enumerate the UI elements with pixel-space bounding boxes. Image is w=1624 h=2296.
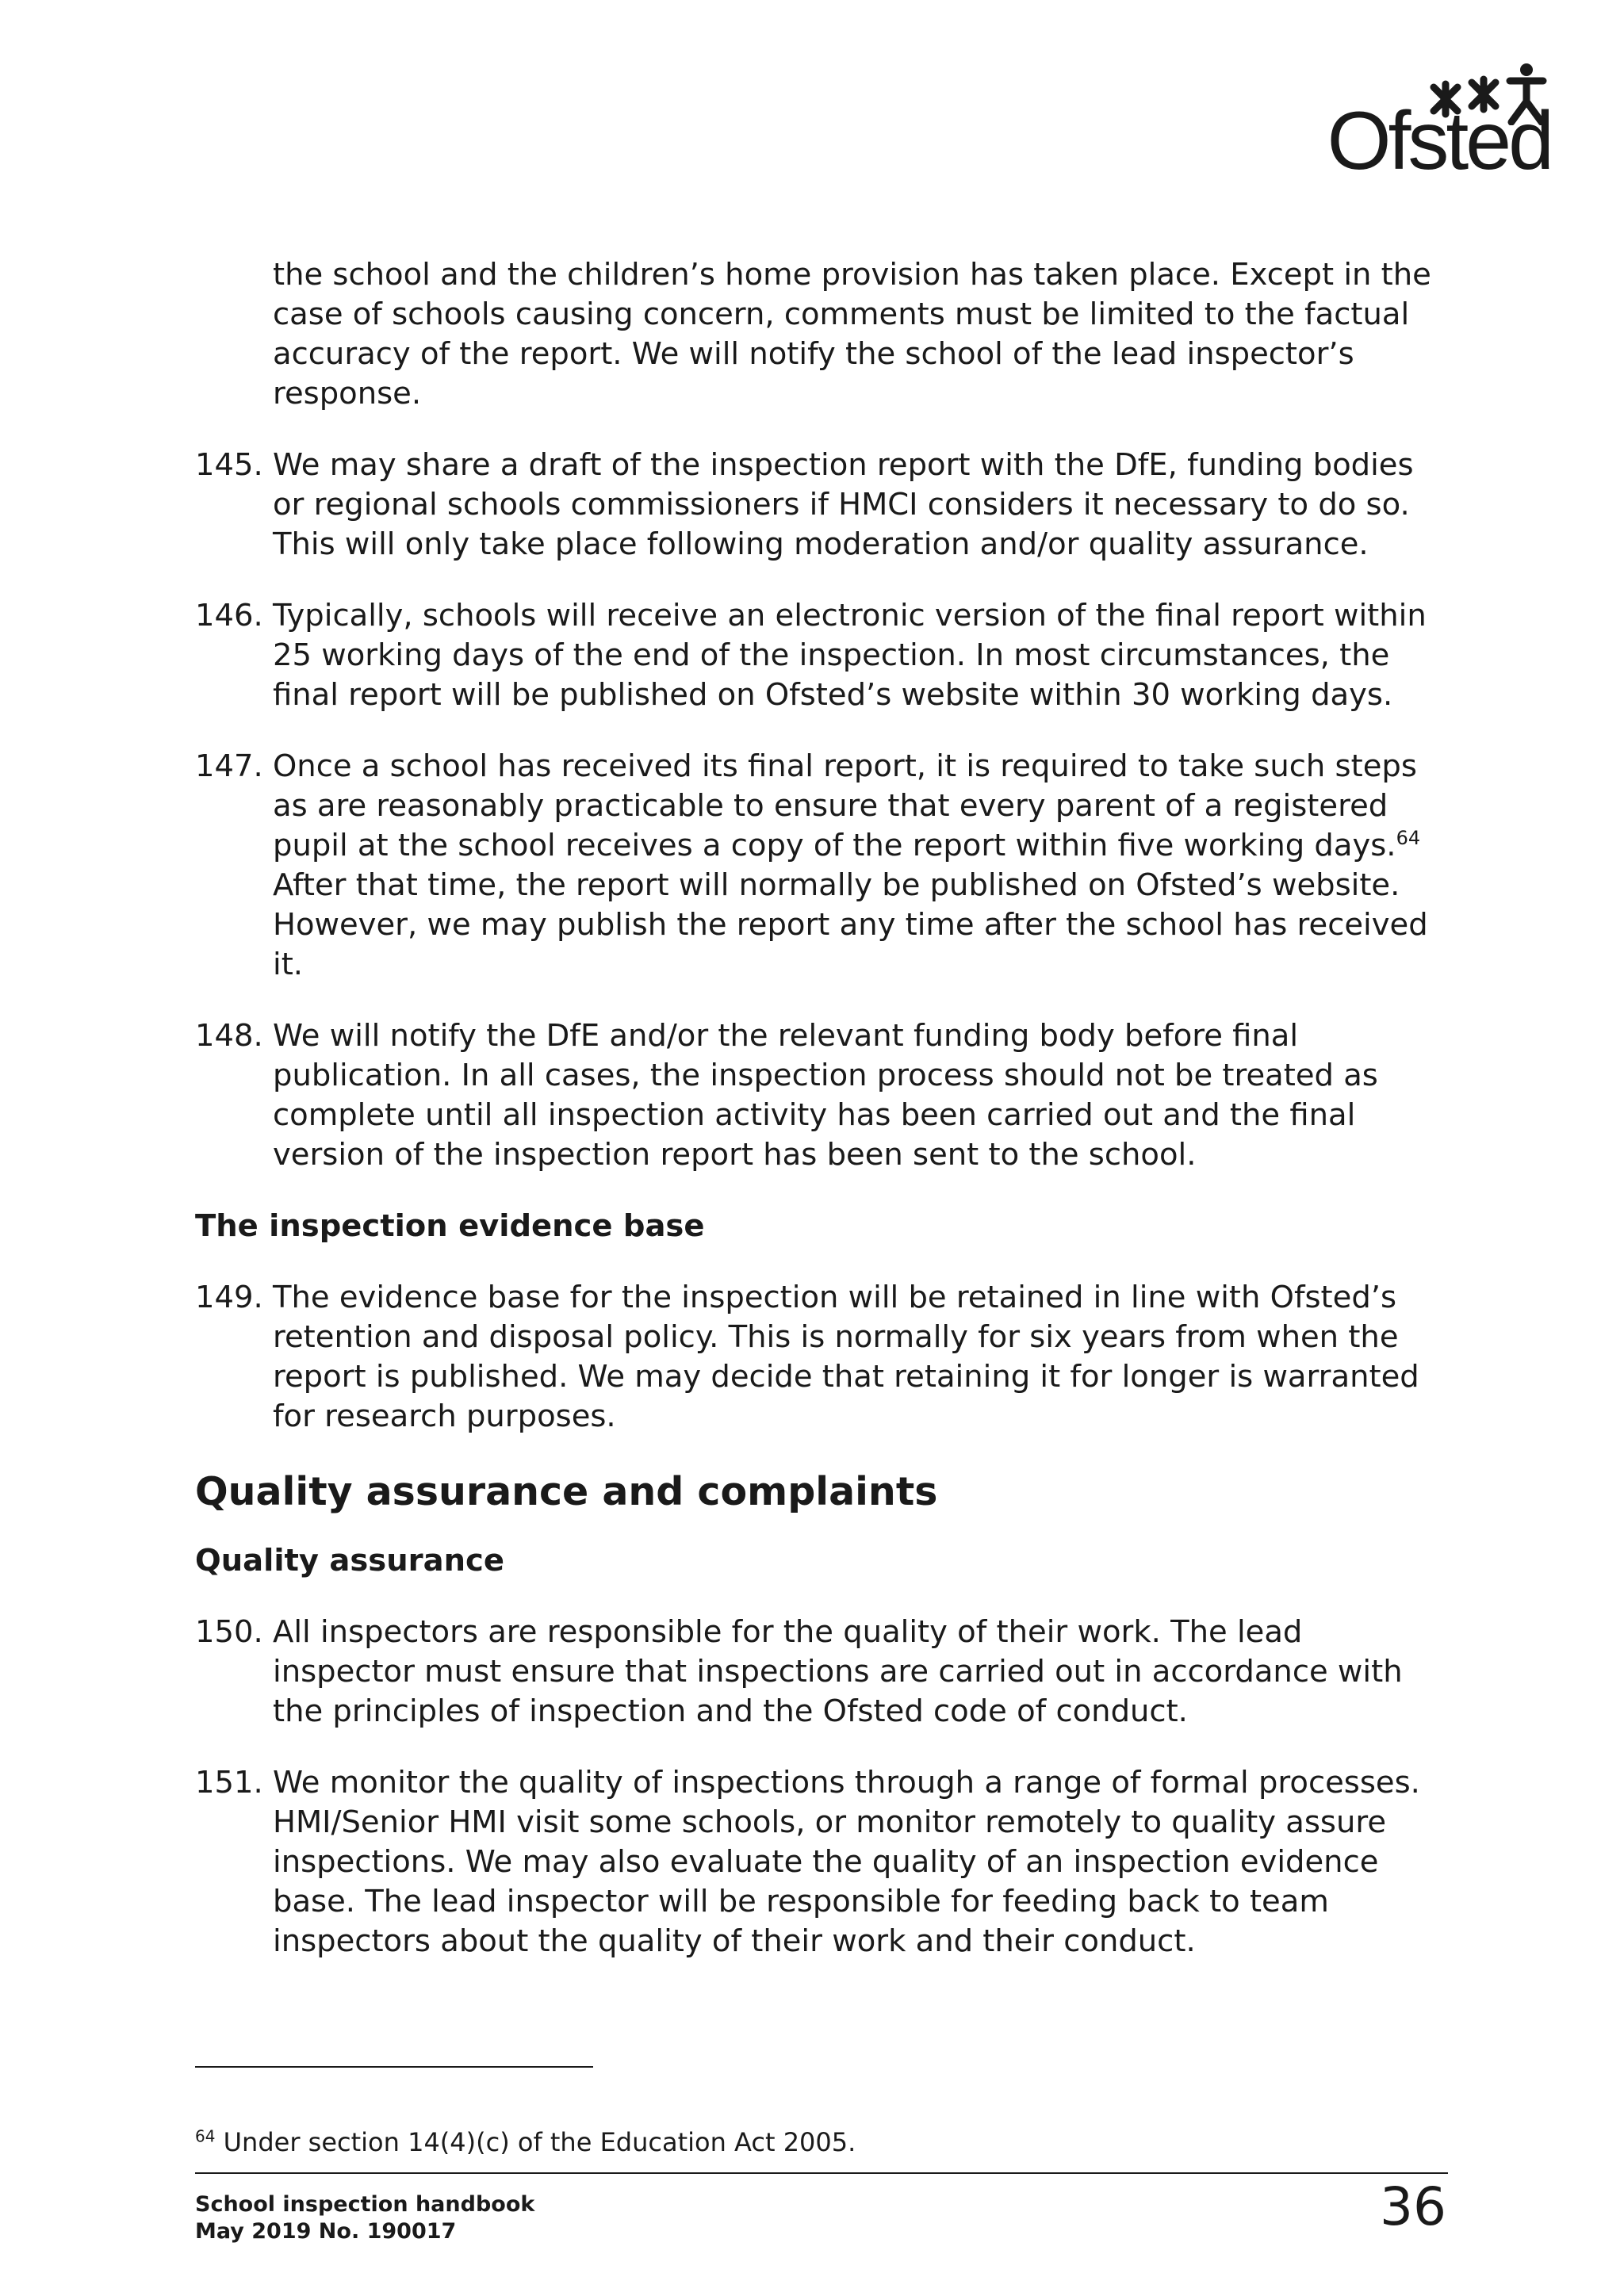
paragraph-number: 146. xyxy=(195,598,263,633)
logo-wordmark: Ofsted xyxy=(1327,95,1551,187)
footer-doc-title: School inspection handbook xyxy=(195,2192,535,2217)
paragraph-146 xyxy=(195,596,1448,715)
paragraph-149 xyxy=(195,1278,1448,1437)
paragraph-text: The evidence base for the inspection will be retained in line with Ofsted’s retention and disposal policy. This is normally for six years from when the report is published. We may decide that retaining it for longer is warranted for research purposes. xyxy=(273,1280,1419,1434)
paragraph-text-continued: After that time, the report will normally be published on Ofsted’s website. However, we may publish the report any time after the school has received it. xyxy=(273,867,1428,982)
footnote-text: Under section 14(4)(c) of the Education Act 2005. xyxy=(215,2127,856,2157)
paragraph-number: 150. xyxy=(195,1614,263,1650)
paragraph-151 xyxy=(195,1763,1448,1961)
paragraph-148 xyxy=(195,1016,1448,1175)
footer-divider xyxy=(195,2172,1448,2174)
paragraph-text: We may share a draft of the inspection report with the DfE, funding bodies or regional schools commissioners if HMCI considers it necessary to do so. This will only take place following moderation and/or quality assurance. xyxy=(273,447,1414,562)
paragraph-145 xyxy=(195,446,1448,564)
paragraph-number: 145. xyxy=(195,447,263,483)
subheading-evidence-base: The inspection evidence base xyxy=(195,1208,705,1244)
continued-paragraph: the school and the children’s home provision has taken place. Except in the case of schools causing concern, comments must be limited to the factual accuracy of the report. We will notify the school of the lead inspector’s response. xyxy=(273,257,1431,411)
footnote xyxy=(195,2126,856,2158)
page-number: 36 xyxy=(1380,2176,1446,2237)
footnote-reference[interactable]: 64 xyxy=(1396,827,1421,850)
paragraph-text: All inspectors are responsible for the quality of their work. The lead inspector must ensure that inspections are carried out in accordance with the principles of inspection and the Ofsted code of conduct. xyxy=(273,1614,1403,1729)
paragraph-text: We monitor the quality of inspections through a range of formal processes. HMI/Senior HMI visit some schools, or monitor remotely to quality assure inspections. We may also evaluate the quality of an inspection evidence base. The lead inspector will be responsible for feeding back to team inspectors about the quality of their work and their conduct. xyxy=(273,1765,1420,1959)
page-content xyxy=(195,255,1448,1993)
footer-doc-date: May 2019 No. 190017 xyxy=(195,2219,457,2244)
paragraph-147 xyxy=(195,747,1448,985)
subheading-quality-assurance: Quality assurance xyxy=(195,1543,504,1578)
footnote-number: 64 xyxy=(195,2126,216,2146)
paragraph-text: Once a school has received its final report, it is required to take such steps as are reasonably practicable to ensure that every parent of a registered pupil at the school receives a copy of the report within five working days. xyxy=(273,748,1417,863)
paragraph-text: Typically, schools will receive an electronic version of the final report within 25 working days of the end of the inspection. In most circumstances, the final report will be published on Ofsted’s website within 30 working days. xyxy=(273,598,1427,713)
footer-document-info xyxy=(195,2191,534,2245)
paragraph-150 xyxy=(195,1613,1448,1732)
paragraph-number: 147. xyxy=(195,748,263,784)
paragraph-number: 151. xyxy=(195,1765,263,1800)
paragraph-text: We will notify the DfE and/or the relevant funding body before final publication. In all cases, the inspection process should not be treated as complete until all inspection activity has been carried out and the final version of the inspection report has been sent to the school. xyxy=(273,1018,1378,1173)
ofsted-logo xyxy=(1327,63,1551,187)
paragraph-number: 148. xyxy=(195,1018,263,1054)
footnote-divider xyxy=(195,2066,593,2068)
paragraph-number: 149. xyxy=(195,1280,263,1315)
section-heading: Quality assurance and complaints xyxy=(195,1469,938,1514)
